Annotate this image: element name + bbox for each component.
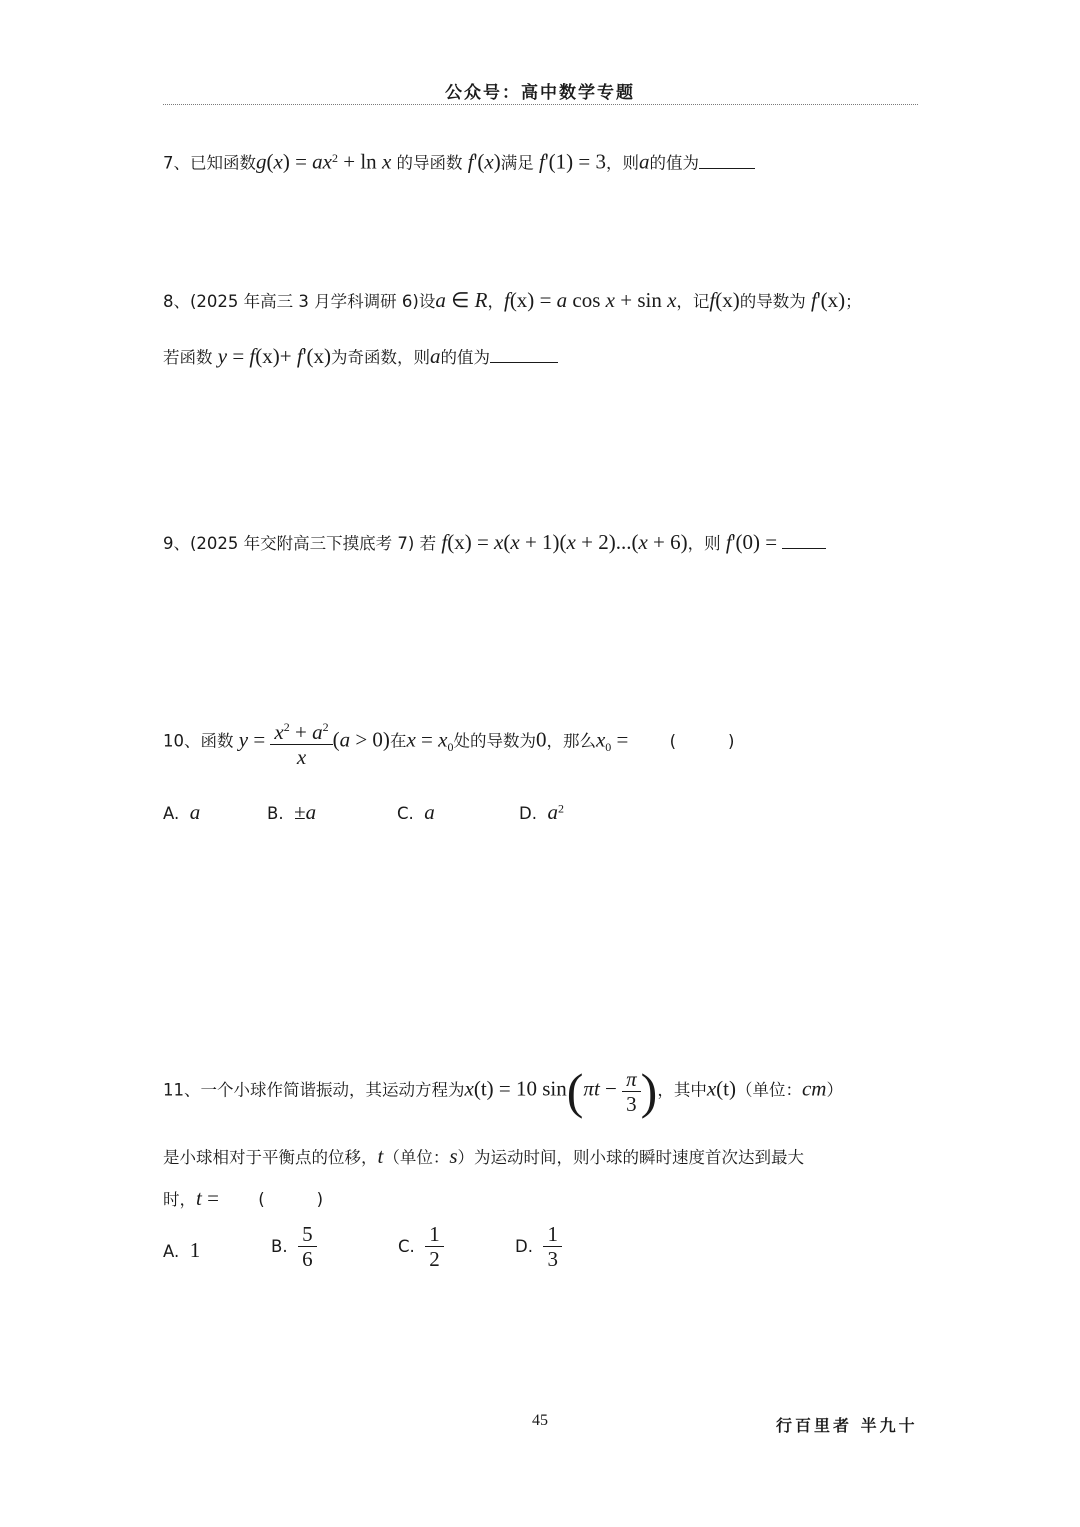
page-number: 45: [532, 1412, 548, 1429]
question-11-line-2: 是小球相对于平衡点的位移，t（单位：s）为运动时间，则小球的瞬时速度首次达到最大: [163, 1144, 805, 1168]
question-8: 8、(2025 年高三 3 月学科调研 6)设a ∈ R，f(x) = a cos x + sin x，记f(x)的导数为 f'(x)；: [163, 288, 862, 312]
fraction: $\frac{x^2 + a^2}{x}$: [270, 715, 332, 769]
option-c[interactable]: C. a: [397, 800, 435, 824]
option-c[interactable]: C. $\frac{1}{2}$: [398, 1222, 444, 1271]
answer-paren[interactable]: ( ): [669, 731, 735, 751]
answer-blank[interactable]: [699, 150, 755, 169]
question-8-line-2: 若函数 y = f(x)+ f'(x)为奇函数，则a的值为: [163, 344, 558, 370]
answer-paren[interactable]: ( ): [258, 1190, 324, 1209]
footer-motto: 行百里者 半九十: [776, 1416, 918, 1435]
answer-blank[interactable]: [782, 530, 826, 549]
header-title: 公众号：高中数学专题: [445, 83, 635, 103]
option-b[interactable]: B. ±a: [267, 800, 317, 824]
question-10: 10、函数 y = $\frac{x^2 + a^2}{x}$ (a > 0)在$x = x_0$处的导数为0，那么$x_0$ = ( ): [163, 715, 734, 769]
fraction: $\frac{\pi}{3}$: [622, 1067, 641, 1116]
option-d[interactable]: D. $\frac{1}{3}$: [515, 1222, 562, 1271]
header-divider: [163, 104, 918, 105]
answer-blank[interactable]: [490, 344, 558, 363]
question-7: 7、已知函数$g(x) = ax^2 + \ln x$ 的导函数 f'(x)满足 f'(1) = 3，则a的值为: [163, 146, 755, 176]
option-a[interactable]: A. 1: [163, 1238, 201, 1262]
question-11-line-3: 时，t = ( ): [163, 1186, 324, 1210]
question-9: 9、(2025 年交附高三下摸底考 7) 若 f(x) = x(x + 1)(x + 2)...(x + 6)，则 f'(0) =: [163, 530, 826, 556]
question-11: 11、一个小球作简谐振动，其运动方程为x(t) = 10 sin(πt − $\frac{\pi}{3}$ )，其中x(t)（单位：cm）: [163, 1063, 843, 1119]
option-d[interactable]: D. $a^2$: [519, 800, 564, 824]
option-a[interactable]: A. a: [163, 800, 201, 824]
option-b[interactable]: B. $\frac{5}{6}$: [271, 1222, 317, 1271]
